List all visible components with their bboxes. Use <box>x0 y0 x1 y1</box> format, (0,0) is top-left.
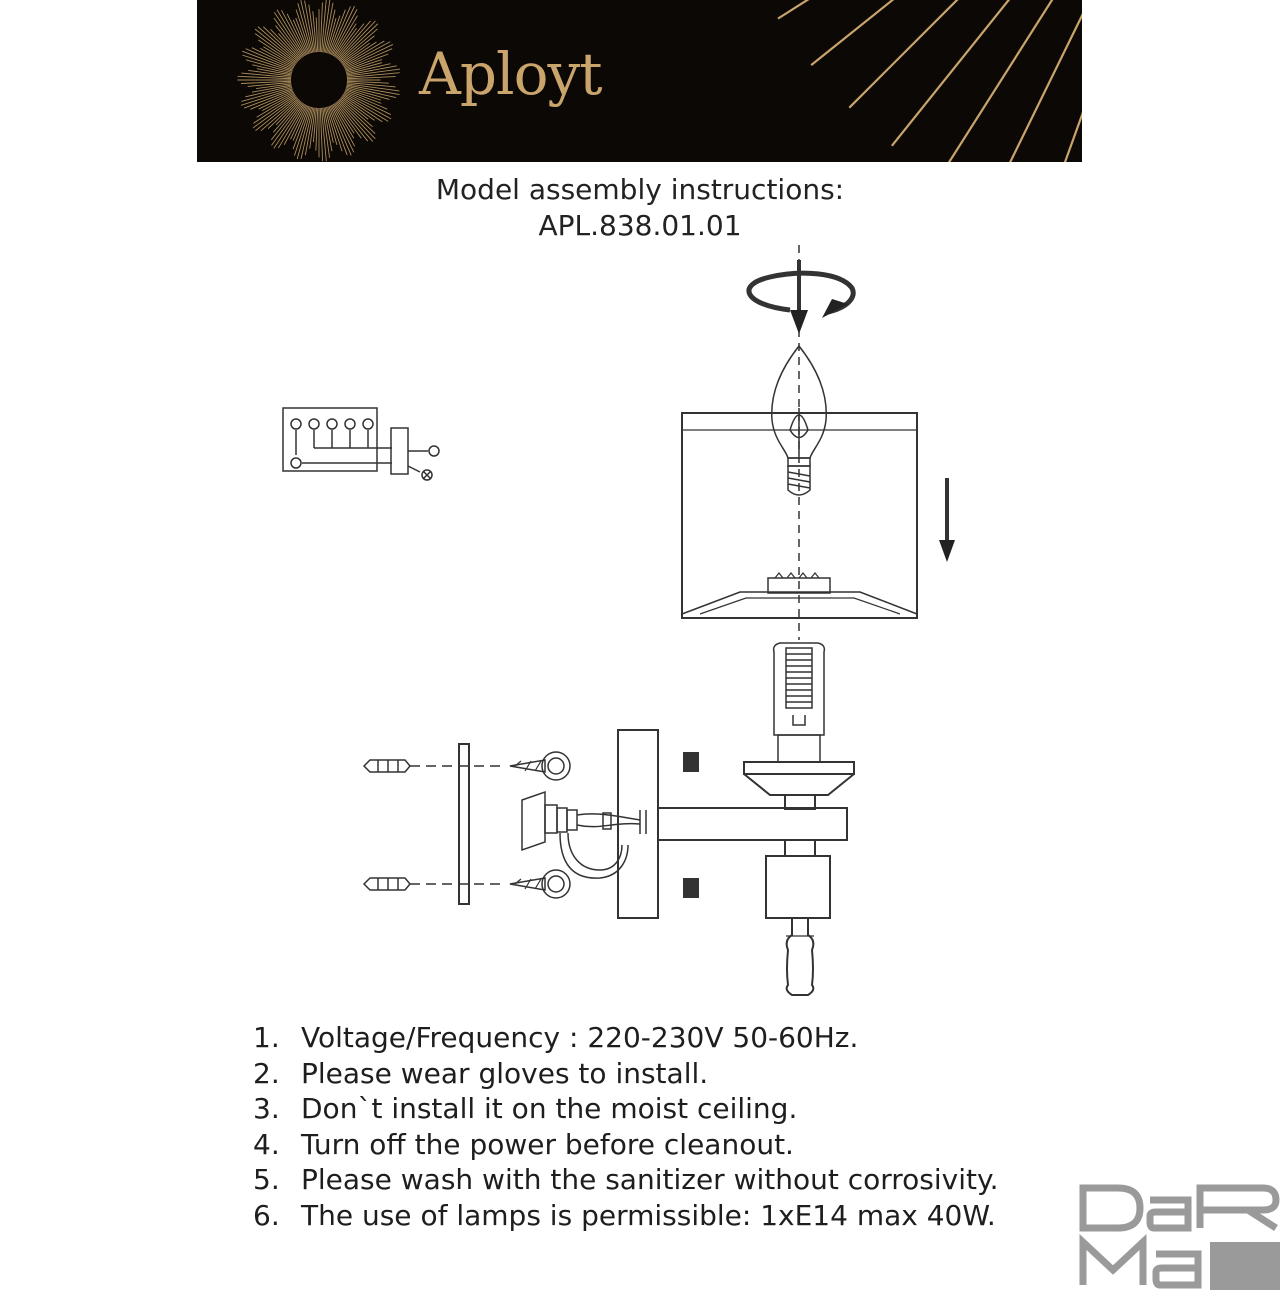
watermark-logo <box>1078 1180 1280 1290</box>
safety-notes-list <box>253 1020 998 1233</box>
brand-name: Aployt <box>419 40 602 108</box>
title-line-1: Model assembly instructions: <box>435 173 845 206</box>
note-text: Don`t install it on the moist ceiling. <box>301 1092 798 1125</box>
candle-cup-icon <box>744 762 854 809</box>
rotate-arrow-icon <box>749 260 853 334</box>
note-number: 4. <box>253 1127 280 1161</box>
note-number: 1. <box>253 1021 280 1054</box>
note-text: Voltage/Frequency : 220-230V 50-60Hz. <box>301 1021 859 1054</box>
wall-bracket-icon <box>618 730 847 995</box>
note-number: 6. <box>253 1198 280 1232</box>
wiring-diagram-icon <box>283 408 439 480</box>
note-text: Turn off the power before cleanout. <box>301 1127 794 1161</box>
note-item <box>253 1020 998 1056</box>
note-number: 3. <box>253 1092 280 1125</box>
note-item <box>253 1127 998 1163</box>
note-item <box>253 1198 998 1234</box>
note-number: 5. <box>253 1163 280 1196</box>
note-text: Please wash with the sanitizer without corrosivity. <box>301 1163 999 1196</box>
mounting-plate-icon <box>459 744 469 904</box>
wall-plug-icon <box>364 760 410 890</box>
note-item <box>253 1162 998 1198</box>
note-number: 2. <box>253 1056 280 1090</box>
model-number: APL.838.01.01 <box>538 209 742 242</box>
down-arrow-icon <box>939 478 955 562</box>
note-item <box>253 1056 998 1092</box>
note-text: The use of lamps is permissible: 1xE14 max 40W. <box>301 1198 996 1232</box>
note-item <box>253 1091 998 1127</box>
socket-icon <box>774 643 825 762</box>
junction-box-icon <box>522 792 646 878</box>
nut-icon <box>684 753 698 897</box>
note-text: Please wear gloves to install. <box>301 1056 709 1090</box>
darma-watermark-icon <box>1078 1180 1280 1290</box>
screw-icon <box>410 752 570 898</box>
